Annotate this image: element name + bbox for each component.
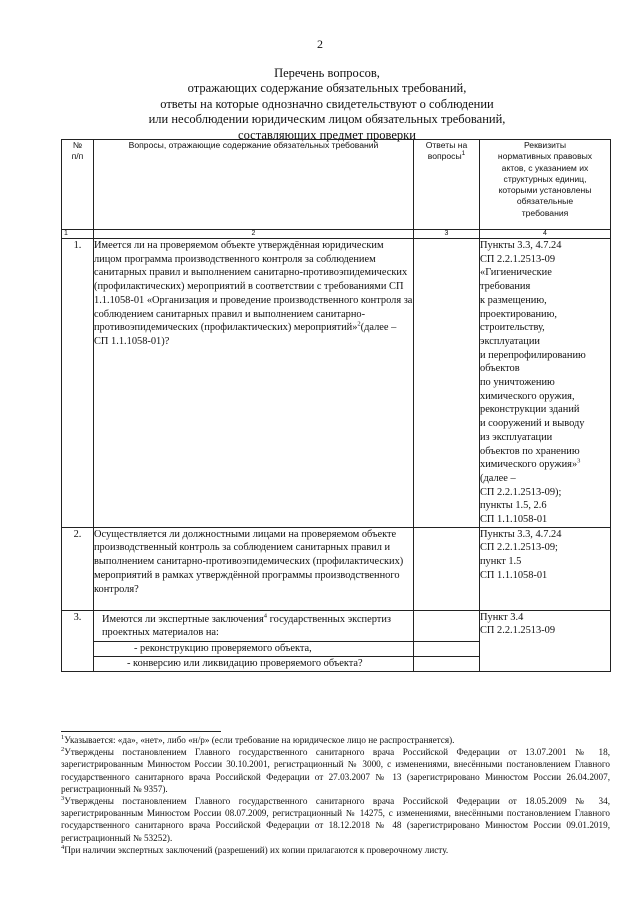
table-row — [62, 239, 611, 528]
page-number: 2 — [317, 37, 323, 51]
footnotes — [61, 734, 610, 856]
header-requisites: Реквизиты нормативных правовых актов, с указанием их структурных единиц, которыми установлены обязательные требования — [480, 140, 611, 230]
answer-cell[interactable] — [414, 527, 480, 610]
footnote: $^2$Утверждены постановлением Главного государственного санитарного врача Российской Федерации от 13.07.2001 № 18, зарегистрированным Минюстом России 30.10.2001, регистрационный № 3000, с изменениями, внесёнными постановлением Главного государственного санитарного врача Российской Федерации от 27.03.2007 № 13 (зарегистрировано Минюстом России 26.04.2007, регистрационный № 9357). — [61, 746, 610, 794]
column-number: 4 — [480, 230, 611, 239]
footnote: $^1$Указывается: «да», «нет», либо «н/р» (если требование на юридическое лицо не распространяется). — [61, 733, 455, 745]
answer-cell[interactable] — [414, 610, 480, 671]
sub-item: - реконструкцию проверяемого объекта, — [94, 641, 413, 656]
table-row — [62, 527, 611, 610]
question-cell: Имеется ли на проверяемом объекте утверждённая юридическим лицом программа производственного контроля за соблюдением санитарных правил и выполнением санитарно-противоэпидемических (профилактических) мероприятий в соответствии с требованиями СП 1.1.1058-01 «Организация и проведение производственного контроля за соблюдением санитарных правил и выполнением санитарно-противоэпидемических (профилактических) мероприятий»$^2$(далее – СП 1.1.1058-01)? — [94, 239, 414, 528]
reference-cell: Пункт 3.4 СП 2.2.1.2513-09 — [480, 610, 611, 671]
title-line: составляющих предмет проверки — [238, 127, 416, 142]
sub-item: - конверсию или ликвидацию проверяемого объекта? — [94, 656, 413, 671]
row-number: 1. — [62, 239, 94, 528]
header-question: Вопросы, отражающие содержание обязательных требований — [94, 140, 414, 230]
question-cell: Осуществляется ли должностными лицами на проверяемом объекте производственный контроль за соблюдением санитарных правил и выполнением санитарно-противоэпидемических (профилактических) мероприятий в рамках утверждённой программы производственного контроля? — [94, 527, 414, 610]
title-line: или несоблюдении юридическим лицом обязательных требований, — [148, 112, 506, 127]
reference-cell: Пункты 3.3, 4.7.24 СП 2.2.1.2513-09 «Гигиенические требования к размещению, проектированию, строительству, эксплуатации и перепрофилированию объектов по уничтожению химического оружия, реконструкции зданий и сооружений и выводу из эксплуатации объектов по хранению химического оружия»$^3$ (далее – СП 2.2.1.2513-09); пункты 1.5, 2.6 СП 1.1.1058-01 — [480, 239, 611, 528]
title-line: отражающих содержание обязательных требований, — [187, 81, 467, 96]
table-header-row — [62, 140, 611, 230]
column-number: 2 — [94, 230, 414, 239]
checklist-table — [61, 139, 611, 672]
table-row — [62, 610, 611, 671]
question-cell: Имеются ли экспертные заключения$^4$ государственных экспертиз проектных материалов на: - реконструкцию проверяемого объекта, - конверсию или ликвидацию проверяемого объекта? — [94, 610, 414, 671]
header-num: № п/п — [62, 140, 94, 230]
column-number: 3 — [414, 230, 480, 239]
column-number: 1 — [62, 230, 94, 239]
row-number: 2. — [62, 527, 94, 610]
row-number: 3. — [62, 610, 94, 671]
title-line: ответы на которые однозначно свидетельствуют о соблюдении — [160, 96, 494, 111]
reference-cell: Пункты 3.3, 4.7.24 СП 2.2.1.2513-09; пункт 1.5 СП 1.1.1058-01 — [480, 527, 611, 610]
header-answers: Ответы на вопросы$^1$ — [414, 140, 480, 230]
footnote-divider — [61, 731, 221, 732]
footnote: $^4$При наличии экспертных заключений (разрешений) их копии прилагаются к проверочному листу. — [61, 843, 449, 855]
answer-cell[interactable] — [414, 239, 480, 528]
title-line: Перечень вопросов, — [274, 66, 380, 80]
column-number-row — [62, 230, 611, 239]
document-title — [92, 66, 562, 143]
footnote: $^3$Утверждены постановлением Главного государственного санитарного врача Российской Федерации от 18.05.2009 № 34, зарегистрированным Минюстом России 08.07.2009, регистрационный № 14275, с изменениями, внесёнными постановлением Главного государственного санитарного врача Российской Федерации от 18.12.2018 № 48 (зарегистрировано Минюстом России 09.01.2019, регистрационный № 53252). — [61, 794, 610, 843]
